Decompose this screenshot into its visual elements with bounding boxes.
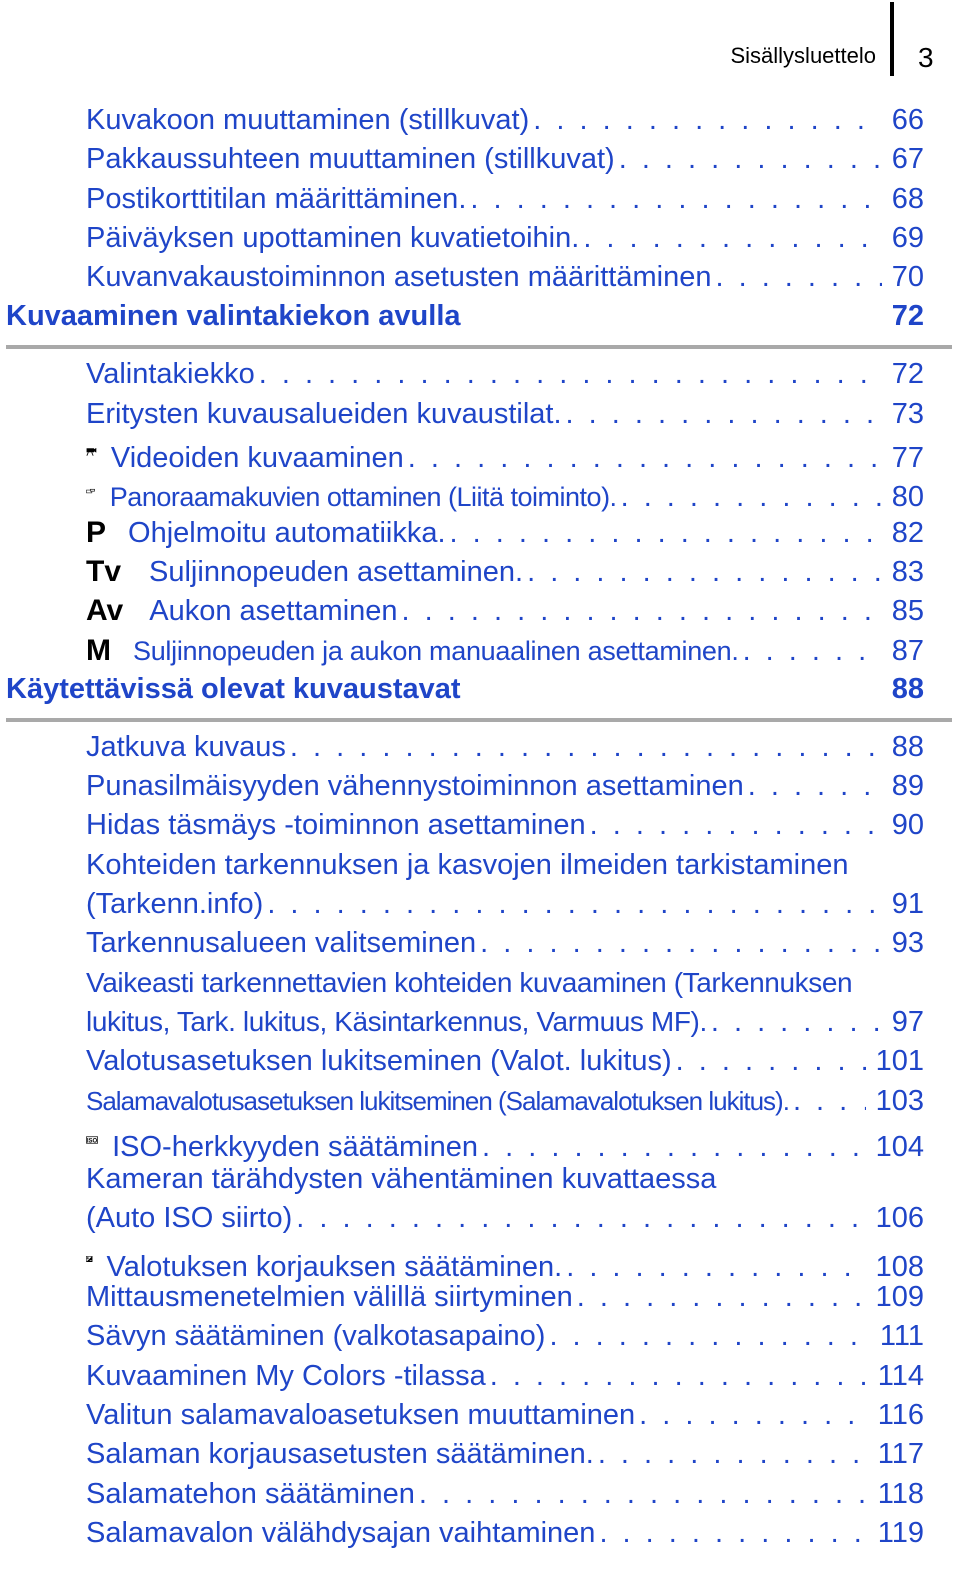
leader-dots: [672, 1045, 866, 1078]
toc-entry-page: 70: [891, 261, 924, 294]
toc-entry[interactable]: [0, 1122, 960, 1161]
toc-entry-title: Vaikeasti tarkennettavien kohteiden kuvaaminen (Tarkennuksen: [86, 966, 853, 998]
leader-dots: [707, 1006, 882, 1039]
toc-entry[interactable]: [0, 356, 960, 395]
leader-dots: [562, 398, 882, 431]
svg-text:ISO: ISO: [86, 1138, 98, 1145]
leader-dots: [615, 143, 882, 176]
leader-dots: [446, 517, 882, 550]
toc-entry-page: 97: [891, 1005, 924, 1038]
toc-entry-page: 90: [891, 809, 924, 842]
toc-entry-title: Valotuksen korjauksen säätäminen.: [106, 1250, 563, 1283]
toc-entry[interactable]: [0, 632, 960, 671]
toc-entry-page: 85: [891, 595, 924, 628]
toc-entry[interactable]: [0, 553, 960, 592]
leader-dots: [573, 1281, 866, 1314]
toc-section-heading[interactable]: [0, 298, 960, 352]
leader-dots: [478, 1131, 866, 1164]
section-page: 88: [891, 672, 924, 705]
leader-dots: [617, 481, 882, 514]
toc-entry[interactable]: [0, 181, 960, 220]
section-title: Kuvaaminen valintakiekon avulla: [6, 300, 461, 333]
toc-entry-title: Salaman korjausasetusten säätäminen.: [86, 1438, 594, 1471]
leader-dots: [263, 888, 881, 921]
toc-entry[interactable]: [0, 1240, 960, 1283]
toc-entry-title: Salamatehon säätäminen: [86, 1477, 415, 1510]
toc-entry-title-continued: (Auto ISO siirto): [86, 1202, 293, 1235]
toc-entry-title: Kuvaaminen My Colors -tilassa: [86, 1359, 486, 1392]
tv-mode-icon: Tv: [86, 554, 122, 588]
toc-entry-title: Mittausmenetelmien välillä siirtyminen: [86, 1281, 573, 1314]
toc-entry-page: 66: [891, 104, 924, 136]
toc-entry-page: 111: [879, 1320, 924, 1353]
toc-entry-title: Tarkennusalueen valitseminen: [86, 927, 477, 960]
toc-entry[interactable]: [0, 1200, 960, 1239]
section-rule: [6, 345, 952, 349]
toc-entry-title: ISO-herkkyyden säätäminen: [112, 1130, 478, 1163]
leader-dots: [594, 1438, 868, 1471]
leader-dots: [586, 809, 882, 842]
toc-entry-page: 89: [891, 770, 924, 803]
manual-mode-icon: M: [86, 633, 111, 667]
leader-dots: [545, 1320, 869, 1353]
toc-entry-page: 118: [877, 1477, 924, 1510]
toc-entry-title: Jatkuva kuvaus: [86, 730, 286, 763]
toc-entry-title-continued: (Tarkenn.info): [86, 888, 264, 921]
toc-entry-title: Pakkaussuhteen muuttaminen (stillkuvat): [86, 143, 615, 176]
toc-entry-title: Panoraamakuvien ottaminen (Liitä toiminto).: [109, 482, 617, 513]
toc-entry-first-line[interactable]: [0, 965, 960, 1004]
leader-dots: [286, 731, 882, 764]
toc-entry-page: 82: [891, 516, 924, 549]
toc-entry-page: 80: [891, 481, 924, 514]
section-title: Käytettävissä olevat kuvaustavat: [6, 672, 461, 705]
toc-entry-page: 109: [875, 1281, 924, 1314]
toc-entry[interactable]: [0, 1318, 960, 1357]
av-mode-icon: Av: [86, 594, 124, 628]
toc-entry-page: 93: [891, 927, 924, 960]
toc-entry-page: 117: [877, 1438, 924, 1471]
toc-entry-page: 114: [877, 1359, 924, 1392]
toc-entry-title: Salamavalotusasetuksen lukitseminen (Salamavalotuksen lukitus).: [86, 1085, 789, 1116]
leader-dots: [529, 104, 881, 137]
toc-entry-title: Aukon asettaminen: [149, 595, 398, 628]
toc-entry-title: Kuvakoon muuttaminen (stillkuvat): [86, 104, 530, 136]
toc-entry[interactable]: [0, 1476, 960, 1515]
toc-entry-page: 88: [891, 730, 924, 763]
toc-entry[interactable]: [0, 1436, 960, 1475]
toc-entry-title: Valitun salamavaloasetuksen muuttaminen: [86, 1398, 636, 1431]
toc-entry-title: Valintakiekko: [86, 358, 255, 391]
section-page: 72: [891, 300, 924, 333]
toc-entry[interactable]: [0, 592, 960, 631]
running-header: Sisällysluettelo: [730, 43, 876, 68]
toc-entry[interactable]: [0, 396, 960, 435]
toc-section-heading[interactable]: [0, 671, 960, 725]
leader-dots: [635, 1399, 868, 1432]
toc-entry[interactable]: [0, 1358, 960, 1397]
table-of-contents: [0, 102, 960, 1554]
leader-dots: [466, 183, 881, 216]
toc-entry-title: Suljinnopeuden ja aukon manuaalinen asettaminen.: [133, 635, 739, 666]
toc-entry-title: Salamavalon välähdysajan vaihtaminen: [86, 1516, 596, 1549]
toc-entry-page: 69: [891, 221, 924, 254]
toc-entry-title: Ohjelmoitu automatiikka.: [128, 516, 446, 549]
toc-entry-title-continued: lukitus, Tark. lukitus, Käsintarkennus, Varmuus MF).: [86, 1005, 707, 1037]
toc-entry-page: 67: [891, 143, 924, 176]
toc-entry[interactable]: [0, 220, 960, 259]
toc-entry[interactable]: [0, 1043, 960, 1082]
leader-dots: [486, 1360, 868, 1393]
toc-entry-title: Kohteiden tarkennuksen ja kasvojen ilmeiden tarkistaminen: [86, 848, 849, 881]
toc-entry[interactable]: [0, 514, 960, 553]
header-divider: [890, 2, 894, 76]
toc-entry-title: Hidas täsmäys -toiminnon asettaminen: [86, 809, 586, 842]
toc-entry[interactable]: [0, 925, 960, 964]
toc-entry[interactable]: [0, 435, 960, 474]
leader-dots: [579, 222, 881, 255]
toc-entry[interactable]: [0, 141, 960, 180]
toc-entry-page: 83: [891, 555, 924, 588]
toc-entry-page: 106: [875, 1202, 924, 1235]
toc-entry-title: Kameran tärähdysten vähentäminen kuvattaessa: [86, 1163, 717, 1196]
toc-entry-page: 68: [891, 182, 924, 215]
page-number: 3: [918, 42, 934, 73]
toc-entry[interactable]: [0, 1083, 960, 1122]
toc-entry-first-line[interactable]: [0, 847, 960, 886]
toc-entry[interactable]: [0, 1515, 960, 1554]
leader-dots: [744, 770, 882, 803]
exposure-compensation-icon: [86, 1242, 93, 1276]
toc-entry-title: Kuvanvakaustoiminnon asetusten määrittäminen: [86, 261, 712, 294]
leader-dots: [292, 1202, 865, 1235]
toc-entry[interactable]: [0, 1279, 960, 1318]
toc-entry-page: 101: [875, 1045, 924, 1078]
stitch-assist-icon: [86, 476, 96, 506]
toc-entry-title: Eritysten kuvausalueiden kuvaustilat.: [86, 397, 562, 430]
toc-entry-page: 77: [891, 442, 924, 475]
toc-entry[interactable]: [0, 102, 960, 141]
leader-dots: [415, 1478, 868, 1511]
toc-entry-title: Päiväyksen upottaminen kuvatietoihin.: [86, 221, 580, 254]
toc-entry[interactable]: [0, 807, 960, 846]
toc-entry-title: Videoiden kuvaaminen: [110, 442, 404, 475]
iso-icon: [86, 1124, 98, 1156]
toc-entry-first-line[interactable]: [0, 1161, 960, 1200]
toc-entry-page: 104: [875, 1130, 924, 1163]
toc-entry-page: 119: [877, 1516, 924, 1549]
toc-entry[interactable]: [0, 474, 960, 513]
toc-entry-page: 72: [891, 358, 924, 391]
leader-dots: [789, 1085, 866, 1118]
leader-dots: [523, 556, 882, 589]
leader-dots: [404, 442, 882, 475]
leader-dots: [398, 595, 882, 628]
toc-entry-title: Postikorttitilan määrittäminen.: [86, 182, 467, 215]
toc-entry-page: 103: [875, 1084, 924, 1117]
toc-entry-title: Sävyn säätäminen (valkotasapaino): [86, 1320, 546, 1353]
toc-entry[interactable]: [0, 1004, 960, 1043]
leader-dots: [255, 358, 882, 391]
leader-dots: [711, 261, 881, 294]
leader-dots: [595, 1517, 867, 1550]
toc-entry-title: Suljinnopeuden asettaminen.: [149, 555, 524, 588]
program-mode-icon: P: [86, 515, 107, 549]
toc-entry-title: Valotusasetuksen lukitseminen (Valot. lukitus): [86, 1045, 672, 1078]
toc-entry[interactable]: [0, 1397, 960, 1436]
toc-entry-title: Punasilmäisyyden vähennystoiminnon asettaminen: [86, 770, 744, 803]
toc-entry-page: 73: [891, 397, 924, 430]
leader-dots: [739, 635, 882, 668]
toc-entry[interactable]: [0, 729, 960, 768]
toc-entry-page: 116: [877, 1398, 924, 1431]
toc-entry[interactable]: [0, 259, 960, 298]
section-rule: [6, 718, 952, 722]
movie-camera-icon: [86, 437, 97, 467]
toc-entry-page: 91: [891, 888, 924, 921]
toc-entry[interactable]: [0, 768, 960, 807]
toc-entry[interactable]: [0, 886, 960, 925]
toc-entry-page: 108: [875, 1250, 924, 1283]
leader-dots: [476, 927, 882, 960]
toc-entry-page: 87: [891, 634, 924, 667]
